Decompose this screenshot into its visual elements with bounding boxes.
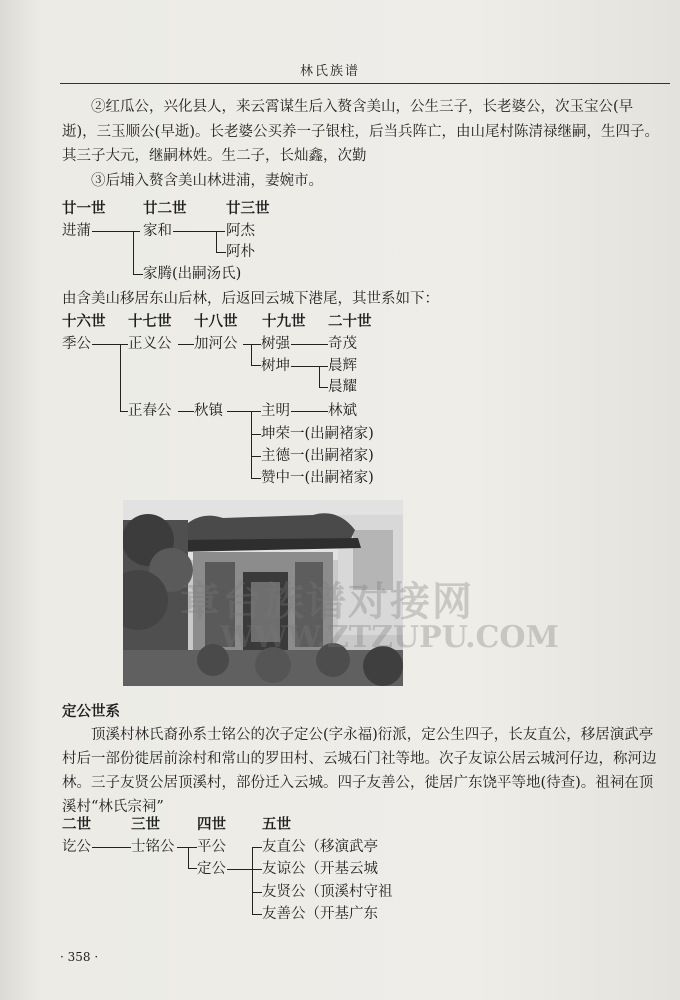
running-head: 林氏族谱 xyxy=(300,64,361,79)
person-name: 主德一(出嗣褚家) xyxy=(261,448,374,464)
person-name: 家和 xyxy=(143,223,172,239)
gen-label: 四世 xyxy=(197,816,226,833)
tree-line xyxy=(251,478,261,479)
paragraph-3: 由含美山移居东山后林，后返回云城下港尾，其世系如下： xyxy=(62,291,439,307)
page-number: · 358 · xyxy=(60,950,99,964)
tree-line xyxy=(243,344,261,345)
gen-label: 二世 xyxy=(62,816,91,833)
person-name: 树坤 xyxy=(261,358,290,374)
paragraph-2: ③后埔入赘含美山林进浦，妻婉市。 xyxy=(91,173,323,189)
gen-label: 十六世 xyxy=(62,313,106,330)
gen-label: 十八世 xyxy=(194,313,238,330)
tree-line xyxy=(251,344,252,366)
section-title: 定公世系 xyxy=(62,703,120,720)
person-name: 家腾(出嗣汤氏) xyxy=(143,266,242,282)
person-name: 主明 xyxy=(261,403,290,419)
tree-line xyxy=(133,274,143,275)
watermark-text-cn: 章台族谱对接网 xyxy=(180,578,474,625)
person-name: 林斌 xyxy=(328,403,357,419)
tree-line xyxy=(252,914,262,915)
tree-line xyxy=(252,847,262,848)
tree-line xyxy=(173,231,225,232)
tree-line xyxy=(188,847,189,869)
person-name: 正春公 xyxy=(128,403,172,419)
person-name: 平公 xyxy=(197,839,226,855)
tree-line xyxy=(319,366,320,388)
gen-label: 二十世 xyxy=(328,313,372,330)
tree-line xyxy=(251,456,261,457)
tree-line xyxy=(177,847,197,848)
person-name: 晨耀 xyxy=(328,379,357,395)
person-name: 士铭公 xyxy=(131,839,175,855)
tree-line xyxy=(252,847,253,915)
tree-line xyxy=(251,365,261,366)
tree-line xyxy=(227,869,262,870)
tree-line xyxy=(133,231,134,275)
tree-line xyxy=(188,868,197,869)
tree-line xyxy=(291,411,328,412)
tree-line xyxy=(319,387,328,388)
person-name: 正义公 xyxy=(128,336,172,352)
tree-line xyxy=(291,344,328,345)
gen-label: 五世 xyxy=(262,816,291,833)
tree-line xyxy=(251,434,261,435)
person-name: 加河公 xyxy=(194,336,238,352)
tree-line xyxy=(120,344,121,412)
gen-label: 十九世 xyxy=(262,313,306,330)
gen-label: 廿三世 xyxy=(226,200,270,217)
person-name: 定公 xyxy=(197,861,226,877)
tree-line xyxy=(178,411,194,412)
gen-label: 三世 xyxy=(131,816,160,833)
person-name: 阿杰 xyxy=(226,223,255,239)
paragraph-4: 顶溪村林氏裔孙系士铭公的次子定公(字永福)衍派，定公生四子，长友直公，移居演武亭村后一部份徙居前涂村和常山的罗田村、云城石门社等地。次子友谅公居云城河仔边，称河边林。三子友贤公居顶溪村，部份迁入云城。四子友善公，徙居广东饶平等地(待查)。祖祠在顶溪村“林氏宗祠” xyxy=(62,727,657,815)
person-name: 友贤公（顶溪村守祖 xyxy=(262,884,393,900)
person-name: 晨辉 xyxy=(328,358,357,374)
gen-label: 廿二世 xyxy=(143,200,187,217)
watermark-text-url: WWW.ZTZUPU.COM xyxy=(220,620,559,655)
tree-line xyxy=(120,411,128,412)
person-name: 树强 xyxy=(261,336,290,352)
person-name: 赞中一(出嗣褚家) xyxy=(261,470,374,486)
tree-line xyxy=(92,344,128,345)
header-rule xyxy=(60,83,670,84)
gen-label: 十七世 xyxy=(128,313,172,330)
tree-line xyxy=(216,231,217,253)
person-name: 秋镇 xyxy=(194,403,223,419)
person-name: 友善公（开基广东 xyxy=(262,906,378,922)
person-name: 季公 xyxy=(62,336,91,352)
tree-line xyxy=(216,252,226,253)
gen-label: 廿一世 xyxy=(62,200,106,217)
person-name: 友直公（移演武亭 xyxy=(262,839,378,855)
paragraph-1: ②红瓜公，兴化县人，来云霄谋生后入赘含美山，公生三子，长老婆公，次玉宝公(早逝)，三玉顺公(早逝)。长老婆公买养一子银柱，后当兵阵亡，由山尾村陈清禄继嗣，生四子。其三子大元，继嗣林姓。生二子，长灿鑫，次勤 xyxy=(62,99,659,164)
person-name: 进蒲 xyxy=(62,223,91,239)
tree-line xyxy=(252,892,262,893)
person-name: 友谅公（开基云城 xyxy=(262,861,378,877)
person-name: 坤荣一(出嗣褚家) xyxy=(261,426,374,442)
tree-line xyxy=(291,366,328,367)
person-name: 讫公 xyxy=(62,839,91,855)
tree-line xyxy=(251,411,252,479)
tree-line xyxy=(178,344,194,345)
tree-line xyxy=(227,411,261,412)
tree-line xyxy=(92,847,131,848)
person-name: 阿朴 xyxy=(226,244,255,260)
person-name: 奇茂 xyxy=(328,336,357,352)
